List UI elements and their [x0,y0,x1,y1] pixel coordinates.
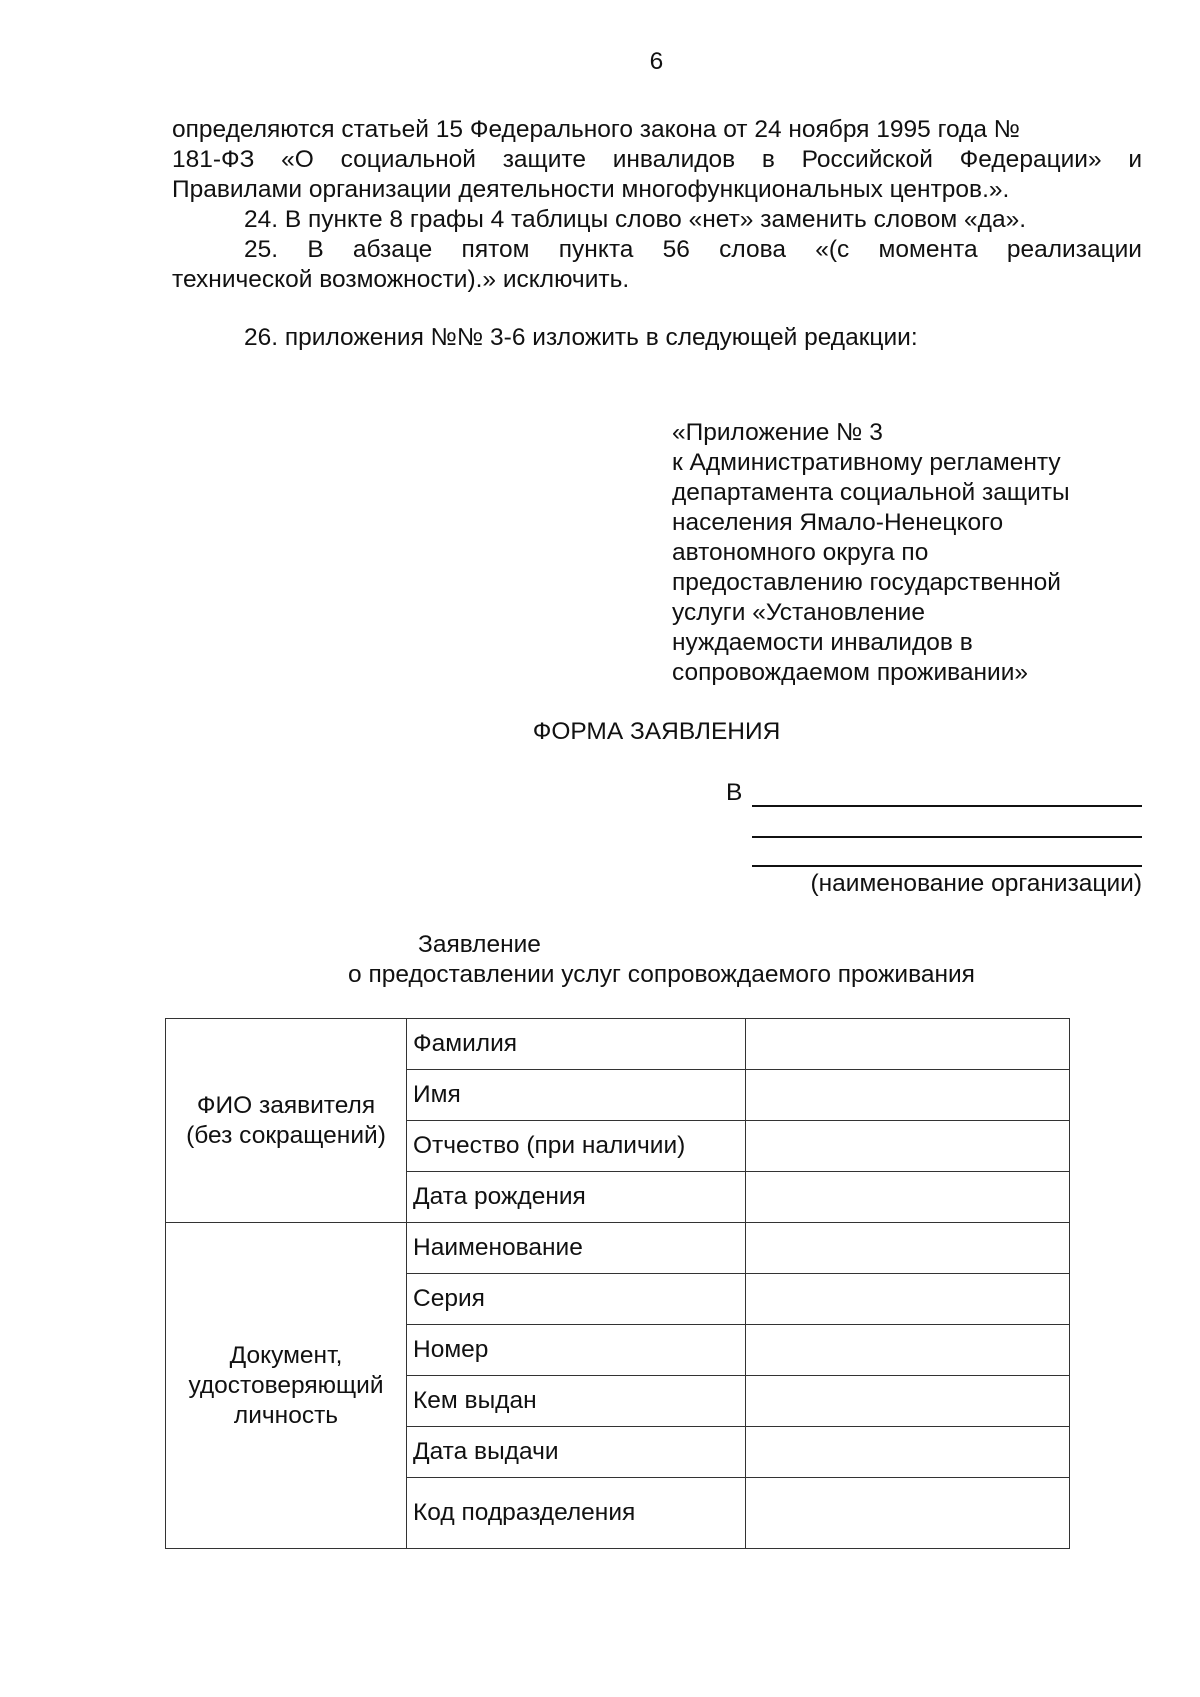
field-label-department-code: Код подразделения [407,1478,746,1549]
value-cell-surname[interactable] [746,1019,1070,1070]
appendix-line: к Административному регламенту [672,449,1061,476]
field-label-series: Серия [407,1274,746,1325]
field-label-surname: Фамилия [407,1019,746,1070]
appendix-line: автономного округа по [672,539,929,566]
group-label-identity-document [166,1223,407,1549]
group-label-line: удостоверяющий [188,1371,384,1399]
field-label-number: Номер [407,1325,746,1376]
field-label-document-name: Наименование [407,1223,746,1274]
group-label-line: (без сокращений) [186,1121,386,1149]
address-line-1 [752,805,1142,807]
value-cell-name[interactable] [746,1070,1070,1121]
statement-subtitle: о предоставлении услуг сопровождаемого проживания [348,961,975,988]
group-label-line: Документ, [229,1341,343,1369]
body-line-2: 181-ФЗ «О социальной защите инвалидов в Российской Федерации» и [172,146,1142,173]
group-label-line: личность [233,1401,339,1429]
value-cell-document-name[interactable] [746,1223,1070,1274]
body-line-1: определяются статьей 15 Федерального закона от 24 ноября 1995 года № [172,116,1021,143]
address-line-2 [752,836,1142,838]
body-item-24: 24. В пункте 8 графы 4 таблицы слово «нет» заменить словом «да». [244,206,1027,233]
field-label-issue-date: Дата выдачи [407,1427,746,1478]
group-label-line: ФИО заявителя [196,1091,376,1119]
appendix-line: населения Ямало-Ненецкого [672,509,1004,536]
appendix-line: нуждаемости инвалидов в [672,629,973,656]
appendix-line: предоставлению государственной [672,569,1061,596]
group-label-applicant-name [166,1019,407,1223]
value-cell-series[interactable] [746,1274,1070,1325]
form-title: ФОРМА ЗАЯВЛЕНИЯ [532,718,781,745]
page-number: 6 [649,48,664,75]
application-form-table [165,1018,1070,1549]
field-label-birth-date: Дата рождения [407,1172,746,1223]
address-prefix: В [726,779,743,806]
value-cell-patronymic[interactable] [746,1121,1070,1172]
field-label-issued-by: Кем выдан [407,1376,746,1427]
field-label-name: Имя [407,1070,746,1121]
address-caption: (наименование организации) [810,870,1142,897]
body-line-3: Правилами организации деятельности многофункциональных центров.». [172,176,1010,203]
body-item-26: 26. приложения №№ 3-6 изложить в следующей редакции: [244,324,918,351]
value-cell-number[interactable] [746,1325,1070,1376]
appendix-line: департамента социальной защиты [672,479,1070,506]
address-line-3 [752,865,1142,867]
appendix-line: услуги «Установление [672,599,925,626]
value-cell-birth-date[interactable] [746,1172,1070,1223]
body-line-6: технической возможности).» исключить. [172,266,630,293]
value-cell-issue-date[interactable] [746,1427,1070,1478]
value-cell-department-code[interactable] [746,1478,1070,1549]
appendix-line: «Приложение № 3 [672,419,883,446]
body-item-25: 25. В абзаце пятом пункта 56 слова «(с момента реализации [244,236,1142,263]
appendix-line: сопровождаемом проживании» [672,659,1029,686]
value-cell-issued-by[interactable] [746,1376,1070,1427]
statement-title: Заявление [418,931,541,958]
field-label-patronymic: Отчество (при наличии) [407,1121,746,1172]
